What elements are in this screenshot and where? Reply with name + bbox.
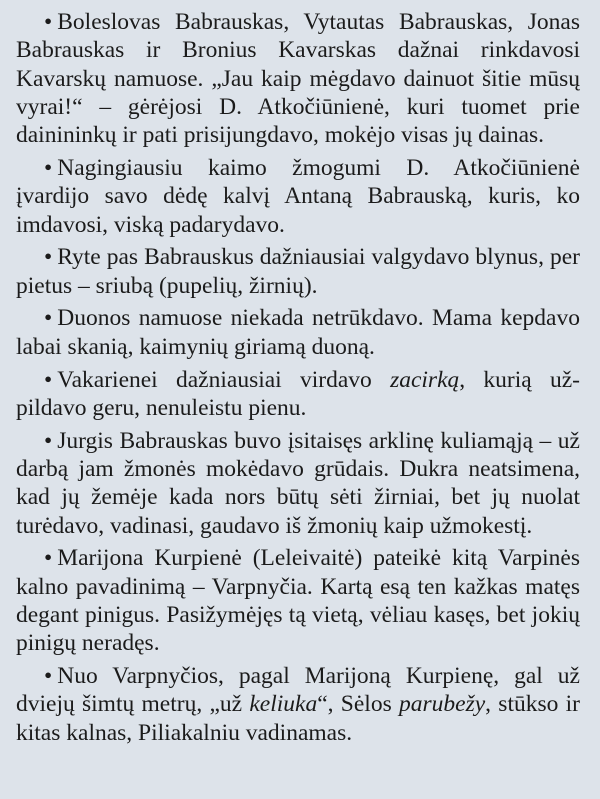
bullet-paragraph <box>16 304 580 361</box>
paragraph-text: Jurgis Babrauskas buvo įsitaisęs arklinę kuliamąją – už darbą jam žmonės mokėdavo grūdais. Dukra neatsimena, kad jų žemėje kada nors būtų sėti žirniai, bet jų nuolat turėdavo, vadinasi, gaudavo iš žmonių kaip užmokestį. <box>16 427 580 539</box>
paragraph-text: , kurią užpildavo geru, nenuleistu pienu. <box>16 366 580 421</box>
bullet-paragraph <box>16 366 580 423</box>
paragraph-text: Vakarienei dažniausiai virdavo <box>57 366 391 393</box>
italic-text: parubežy <box>399 691 486 718</box>
paragraph-text: “, Sėlos <box>317 691 399 718</box>
paragraph-text: Marijona Kurpienė (Leleivaitė) pateikė kitą Varpinės kalno pavadinimą – Varpnyčia. Kartą esą ten kažkas matęs degant pinigus. Pasižymėjęs tą vietą, vėliau kasęs, bet jokių pinigų neradęs. <box>16 545 580 657</box>
italic-text: keliuka <box>249 691 318 718</box>
bullet-point: • <box>44 244 53 271</box>
paragraph-text: Duonos namuose niekada netrūkdavo. Mama kepdavo labai skanią, kaimynių giriamą duoną. <box>16 305 580 360</box>
bullet-paragraph <box>16 243 580 300</box>
bullet-point: • <box>44 545 53 572</box>
bullet-paragraph <box>16 544 580 657</box>
italic-text: zacirką <box>390 366 460 393</box>
bullet-point: • <box>44 154 53 181</box>
bullet-point: • <box>44 366 53 393</box>
bullet-point: • <box>44 663 53 690</box>
bullet-paragraph <box>16 427 580 540</box>
bullet-point: • <box>44 9 53 35</box>
bullet-point: • <box>44 427 53 454</box>
bullet-paragraph <box>16 8 580 149</box>
paragraph-text: Ryte pas Babrauskus dažniausiai valgydavo blynus, per pietus – sriubą (pupelių, žirnių). <box>16 244 580 299</box>
paragraph-text: Boleslovas Babrauskas, Vytautas Babrauskas, Jonas Babrauskas ir Bronius Kavarskas dažnai rinkdavosi Kavarskų namuose. „Jau kaip mėgdavo dainuot šitie mūsų vyrai!“ – gėrėjosi D. Atkočiūnienė, kuri tuomet prie dainininkų ir pati prisijungdavo, mokėjo visas jų dainas. <box>16 9 580 149</box>
paragraph-text: Nuo Varpnyčios, pagal Marijoną Kurpienę, gal už dviejų šimtų metrų, „už <box>16 663 580 718</box>
bullet-paragraph <box>16 154 580 239</box>
paragraph-text: , stūkso ir kitas kalnas, Piliakalniu vadinamas. <box>16 691 580 746</box>
bullet-point: • <box>44 305 53 332</box>
bullet-paragraph <box>16 662 580 747</box>
paragraph-text: Nagingiausiu kaimo žmogumi D. Atkočiūnienė įvardijo savo dėdę kalvį Antaną Babrauską, kuris, ko imdavosi, viską padarydavo. <box>16 154 580 238</box>
